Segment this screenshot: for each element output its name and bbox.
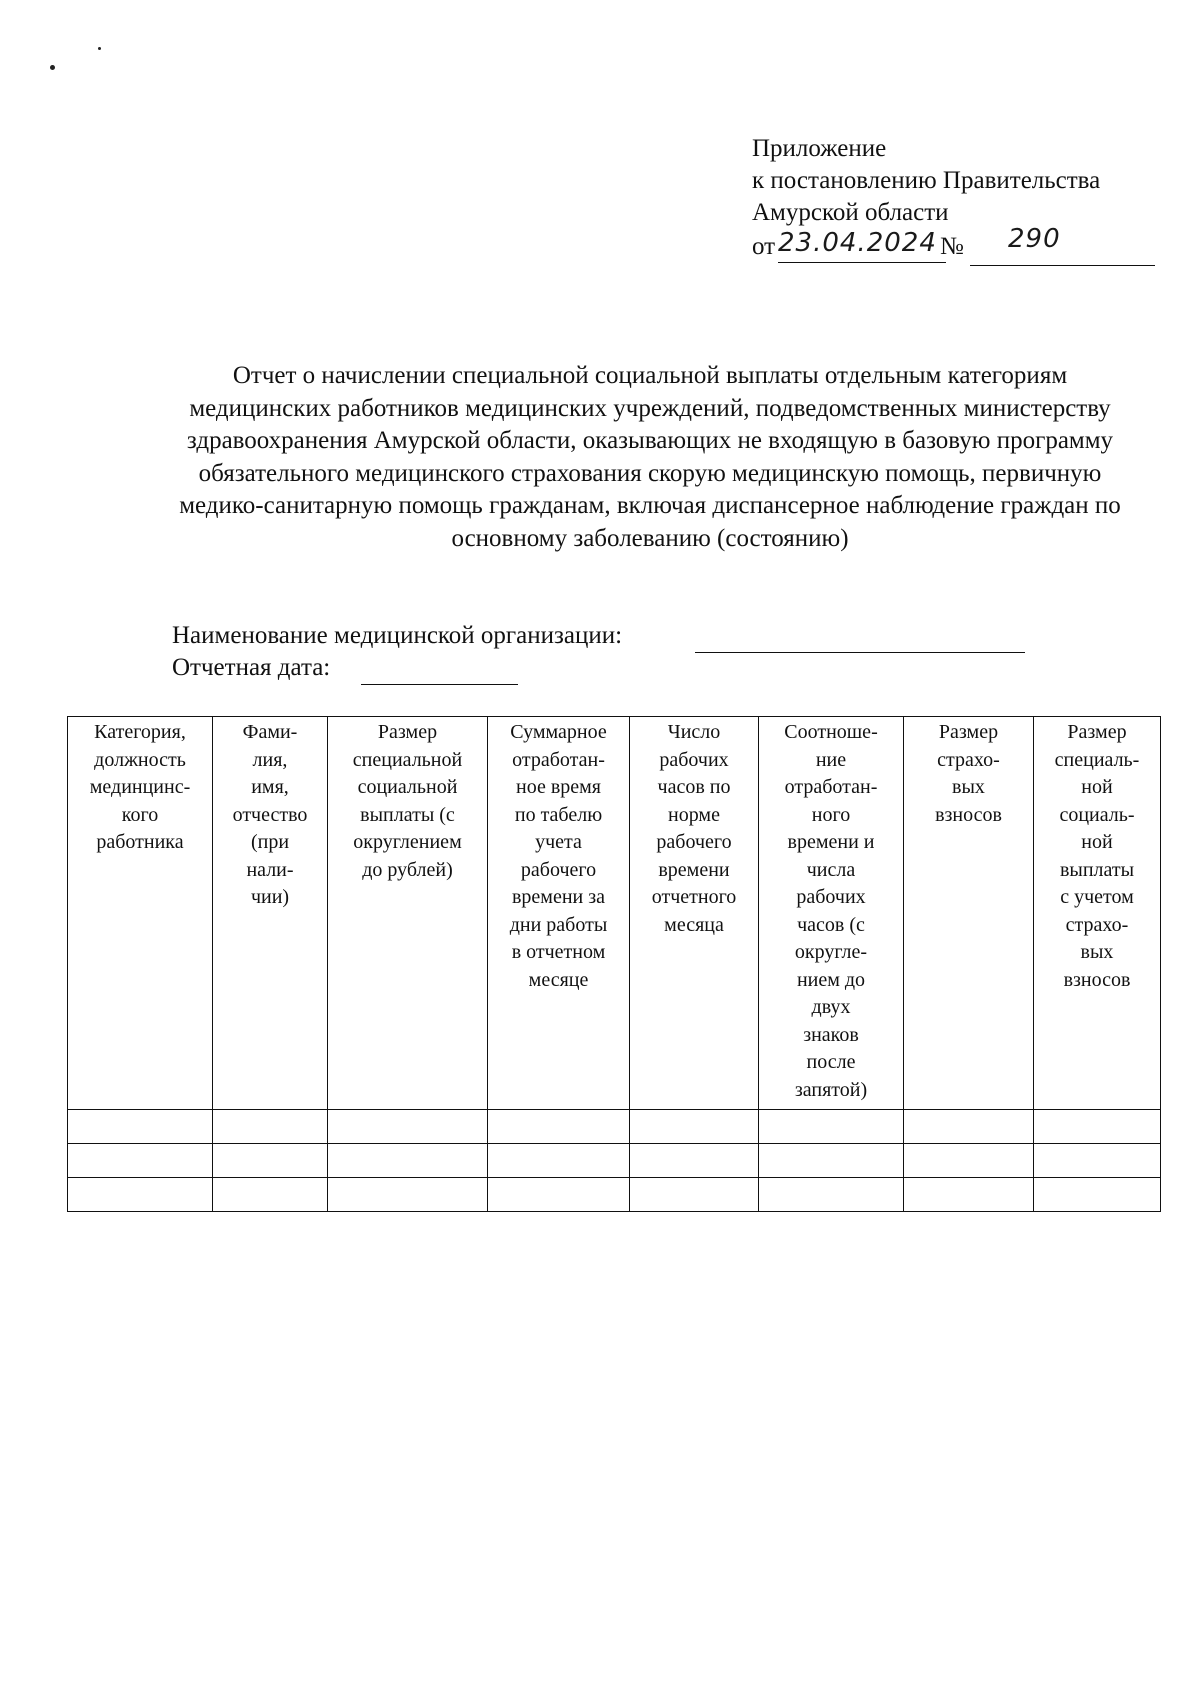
reporting-date-label: Отчетная дата:	[172, 654, 331, 681]
appendix-resolution: к постановлению Правительства	[752, 167, 1101, 194]
column-header-category: Категория, должность мединцинс- кого работника	[68, 717, 213, 1110]
appendix-date-number	[752, 224, 1100, 265]
date-prefix: от	[752, 233, 776, 260]
date-underline	[778, 262, 946, 263]
appendix-region: Амурской области	[752, 199, 949, 226]
appendix-title: Приложение	[752, 135, 887, 162]
organization-label: Наименование медицинской организации:	[172, 622, 623, 649]
table-cell[interactable]	[68, 1144, 213, 1178]
table-cell[interactable]	[328, 1110, 488, 1144]
table-cell[interactable]	[759, 1144, 904, 1178]
handwritten-number: 290	[1008, 224, 1061, 254]
table-cell[interactable]	[904, 1110, 1034, 1144]
table-cell[interactable]	[213, 1144, 328, 1178]
column-header-payment-with-insurance: Размер специаль- ной социаль- ной выплаты с учетом страхо- вых взносов	[1034, 717, 1161, 1110]
appendix-block	[752, 133, 1100, 265]
report-table	[67, 716, 1161, 1212]
number-sign: №	[940, 233, 964, 260]
table-cell[interactable]	[759, 1178, 904, 1212]
table-cell[interactable]	[1034, 1178, 1161, 1212]
table-cell[interactable]	[328, 1144, 488, 1178]
table-cell[interactable]	[1034, 1144, 1161, 1178]
table-row	[68, 1110, 1161, 1144]
table-row	[68, 1144, 1161, 1178]
table-cell[interactable]	[630, 1110, 759, 1144]
reporting-date-field	[172, 654, 330, 682]
column-header-insurance: Размер страхо- вых взносов	[904, 717, 1034, 1110]
handwritten-date: 23.04.2024	[778, 228, 937, 258]
table-cell[interactable]	[904, 1144, 1034, 1178]
column-header-worked-time: Суммарное отработан- ное время по табелю учета рабочего времени за дни работы в отчетном месяце	[488, 717, 630, 1110]
table-cell[interactable]	[488, 1144, 630, 1178]
table-cell[interactable]	[213, 1110, 328, 1144]
column-header-norm-hours: Число рабочих часов по норме рабочего времени отчетного месяца	[630, 717, 759, 1110]
scan-speck	[98, 47, 101, 50]
number-underline	[970, 265, 1155, 266]
table-cell[interactable]	[904, 1178, 1034, 1212]
reporting-date-blank[interactable]	[361, 684, 518, 685]
organization-field	[172, 622, 622, 650]
column-header-ratio: Соотноше- ние отработан- ного времени и числа рабочих часов (с округле- нием до двух знаков после запятой)	[759, 717, 904, 1110]
table-header-row	[68, 717, 1161, 1110]
table-row	[68, 1178, 1161, 1212]
table-cell[interactable]	[1034, 1110, 1161, 1144]
column-header-payment-amount: Размер специальной социальной выплаты (с округлением до рублей)	[328, 717, 488, 1110]
table-cell[interactable]	[68, 1178, 213, 1212]
table-cell[interactable]	[488, 1178, 630, 1212]
report-title: Отчет о начислении специальной социальной выплаты отдельным категориям медицинских работников медицинских учреждений, подведомственных министерству здравоохранения Амурской области, оказывающих не входящую в базовую программу обязательного медицинского страхования скорую медицинскую помощь, первичную медико-санитарную помощь гражданам, включая диспансерное наблюдение граждан по основному заболеванию (состоянию)	[179, 362, 1121, 552]
table-cell[interactable]	[68, 1110, 213, 1144]
column-header-full-name: Фами- лия, имя, отчество (при нали- чии)	[213, 717, 328, 1110]
table-cell[interactable]	[630, 1178, 759, 1212]
scan-speck	[50, 65, 55, 70]
organization-blank[interactable]	[695, 652, 1025, 653]
table-cell[interactable]	[213, 1178, 328, 1212]
table-cell[interactable]	[488, 1110, 630, 1144]
table-cell[interactable]	[759, 1110, 904, 1144]
table-cell[interactable]	[328, 1178, 488, 1212]
table-cell[interactable]	[630, 1144, 759, 1178]
